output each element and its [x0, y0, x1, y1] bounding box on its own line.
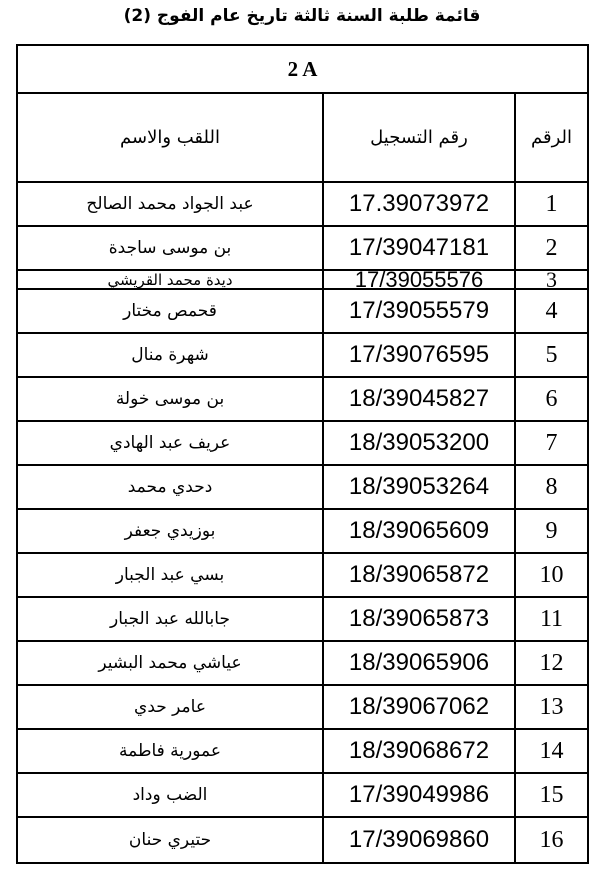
- registration-number: 17/39069860: [324, 818, 516, 862]
- registration-number: 17/39049986: [324, 774, 516, 816]
- row-number: 13: [539, 693, 564, 720]
- registration-number: 18/39068672: [324, 730, 516, 772]
- table-row: [18, 642, 587, 686]
- student-name: عياشي محمد البشير: [18, 642, 324, 684]
- row-number: 8: [545, 473, 558, 500]
- row-number: 7: [545, 429, 558, 456]
- table-row: [18, 598, 587, 642]
- table-row: [18, 774, 587, 818]
- table-row: [18, 686, 587, 730]
- registration-number: 18/39065609: [324, 510, 516, 552]
- student-name: الضب وداد: [18, 774, 324, 816]
- student-name: جابالله عبد الجبار: [18, 598, 324, 640]
- registration-number: 18/39065872: [324, 554, 516, 596]
- header-number: الرقم: [531, 127, 573, 148]
- registration-number: 17/39055576: [324, 271, 516, 288]
- row-number: 10: [539, 561, 564, 588]
- row-number: 15: [539, 781, 564, 808]
- table-header-row: [18, 94, 587, 183]
- table-row: [18, 290, 587, 334]
- table-row: [18, 510, 587, 554]
- registration-number: 18/39065873: [324, 598, 516, 640]
- table-row: [18, 227, 587, 271]
- student-name: دحدي محمد: [18, 466, 324, 508]
- row-number: 6: [545, 385, 558, 412]
- table-row: [18, 271, 587, 290]
- class-label: 2 A: [18, 46, 587, 94]
- student-name: عريف عبد الهادي: [18, 422, 324, 464]
- table-row: [18, 730, 587, 774]
- student-name: حتيري حنان: [18, 818, 324, 862]
- student-name: بسي عبد الجبار: [18, 554, 324, 596]
- registration-number: 18/39045827: [324, 378, 516, 420]
- table-row: [18, 818, 587, 862]
- row-number: 14: [539, 737, 564, 764]
- row-number: 9: [545, 517, 558, 544]
- registration-number: 17/39055579: [324, 290, 516, 332]
- student-name: بوزيدي جعفر: [18, 510, 324, 552]
- registration-number: 18/39067062: [324, 686, 516, 728]
- students-table: [16, 44, 589, 864]
- page-title: قائمة طلبة السنة ثالثة تاريخ عام الفوج (2): [123, 6, 481, 26]
- row-number: 1: [545, 190, 558, 217]
- row-number: 16: [539, 826, 564, 853]
- registration-number: 18/39053264: [324, 466, 516, 508]
- registration-number: 17.39073972: [324, 183, 516, 225]
- table-row: [18, 554, 587, 598]
- table-row: [18, 334, 587, 378]
- row-number: 5: [545, 341, 558, 368]
- student-name: عامر حدي: [18, 686, 324, 728]
- header-registration: رقم التسجيل: [324, 94, 516, 181]
- header-name: اللقب والاسم: [18, 94, 324, 181]
- student-name: قحمص مختار: [18, 290, 324, 332]
- registration-number: 17/39076595: [324, 334, 516, 376]
- registration-number: 17/39047181: [324, 227, 516, 269]
- student-name: عبد الجواد محمد الصالح: [18, 183, 324, 225]
- row-number: 11: [539, 605, 564, 632]
- student-name: بن موسى ساجدة: [18, 227, 324, 269]
- row-number: 2: [545, 234, 558, 261]
- student-name: عمورية فاطمة: [18, 730, 324, 772]
- student-name: شهرة منال: [18, 334, 324, 376]
- row-number: 3: [546, 271, 557, 288]
- table-row: [18, 466, 587, 510]
- registration-number: 18/39065906: [324, 642, 516, 684]
- student-name: بن موسى خولة: [18, 378, 324, 420]
- row-number: 4: [545, 297, 558, 324]
- table-row: [18, 378, 587, 422]
- table-row: [18, 183, 587, 227]
- student-name: ديدة محمد القريشي: [18, 271, 324, 288]
- registration-number: 18/39053200: [324, 422, 516, 464]
- table-row: [18, 422, 587, 466]
- row-number: 12: [539, 649, 564, 676]
